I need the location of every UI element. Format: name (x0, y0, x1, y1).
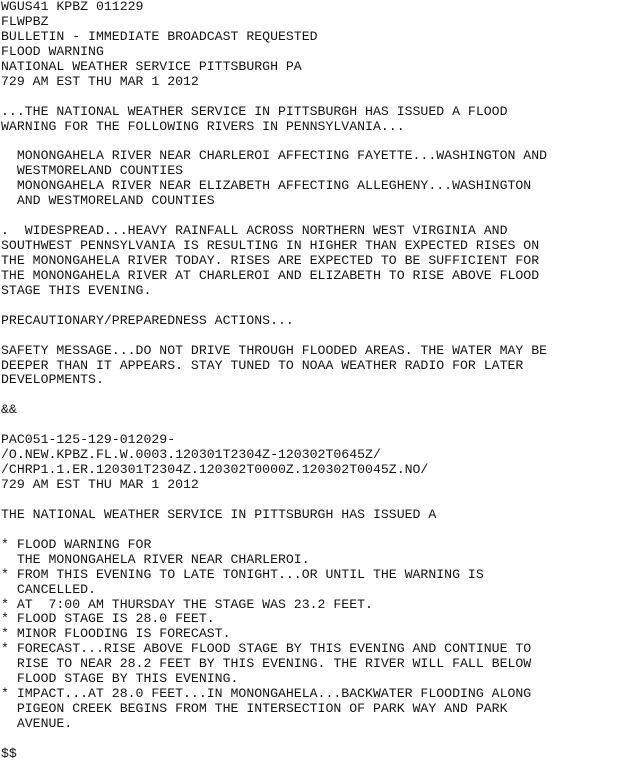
bulletin-line: $$ (1, 745, 17, 761)
bulletin-line: 729 AM EST THU MAR 1 2012 (1, 73, 199, 89)
bulletin-line: CANCELLED. (1, 581, 96, 597)
bulletin-line: WGUS41 KPBZ 011229 (1, 0, 144, 14)
bulletin-line: * MINOR FLOODING IS FORECAST. (1, 626, 231, 642)
bulletin-line (1, 732, 633, 747)
bulletin-line: && (1, 402, 17, 418)
bulletin-line: SAFETY MESSAGE...DO NOT DRIVE THROUGH FLOODED AREAS. THE WATER MAY BE (1, 342, 548, 358)
bulletin-line: STAGE THIS EVENING. (1, 282, 152, 298)
bulletin-line (1, 209, 633, 224)
bulletin-line: AND WESTMORELAND COUNTIES (1, 193, 215, 209)
bulletin-line: WESTMORELAND COUNTIES (1, 163, 184, 179)
bulletin-line: * FLOOD STAGE IS 28.0 FEET. (1, 611, 215, 627)
bulletin-line: THE NATIONAL WEATHER SERVICE IN PITTSBURGH HAS ISSUED A (1, 506, 437, 522)
bulletin-line: NATIONAL WEATHER SERVICE PITTSBURGH PA (1, 58, 302, 74)
bulletin-line: * FORECAST...RISE ABOVE FLOOD STAGE BY THIS EVENING AND CONTINUE TO (1, 641, 532, 657)
bulletin-line: THE MONONGAHELA RIVER AT CHARLEROI AND ELIZABETH TO RISE ABOVE FLOOD (1, 267, 540, 283)
bulletin-line (1, 90, 633, 105)
bulletin-line: /O.NEW.KPBZ.FL.W.0003.120301T2304Z-120302T0645Z/ (1, 447, 381, 463)
bulletin-line: . WIDESPREAD...HEAVY RAINFALL ACROSS NORTHERN WEST VIRGINIA AND (1, 223, 508, 239)
bulletin-line (1, 523, 633, 538)
bulletin-line: THE MONONGAHELA RIVER NEAR CHARLEROI. (1, 551, 310, 567)
bulletin-line (1, 418, 633, 433)
bulletin-line: RISE TO NEAR 28.2 FEET BY THIS EVENING. THE RIVER WILL FALL BELOW (1, 656, 532, 672)
bulletin-line (1, 388, 633, 403)
bulletin-line: 729 AM EST THU MAR 1 2012 (1, 477, 199, 492)
bulletin-line: BULLETIN - IMMEDIATE BROADCAST REQUESTED (1, 28, 318, 44)
bulletin-line: ...THE NATIONAL WEATHER SERVICE IN PITTSBURGH HAS ISSUED A FLOOD (1, 103, 508, 119)
bulletin-line: AVENUE. (1, 716, 73, 731)
bulletin-line: DEEPER THAN IT APPEARS. STAY TUNED TO NOAA WEATHER RADIO FOR LATER (1, 357, 524, 373)
bulletin-line: * FLOOD WARNING FOR (1, 536, 152, 552)
bulletin-line: * IMPACT...AT 28.0 FEET...IN MONONGAHELA...BACKWATER FLOODING ALONG (1, 686, 532, 702)
bulletin-line: WARNING FOR THE FOLLOWING RIVERS IN PENNSYLVANIA... (1, 118, 405, 134)
bulletin-line: MONONGAHELA RIVER NEAR CHARLEROI AFFECTING FAYETTE...WASHINGTON AND (1, 148, 548, 164)
bulletin-line: FLWPBZ (1, 13, 49, 29)
bulletin-line (1, 134, 633, 149)
bulletin-line: * FROM THIS EVENING TO LATE TONIGHT...OR UNTIL THE WARNING IS (1, 566, 484, 582)
bulletin-line: SOUTHWEST PENNSYLVANIA IS RESULTING IN HIGHER THAN EXPECTED RISES ON (1, 238, 540, 253)
bulletin-line: /CHRP1.1.ER.120301T2304Z.120302T0000Z.120302T0045Z.NO/ (1, 462, 429, 478)
bulletin-line: FLOOD WARNING (1, 43, 104, 59)
bulletin-line: * AT 7:00 AM THURSDAY THE STAGE WAS 23.2 FEET. (1, 596, 373, 612)
bulletin-line: PRECAUTIONARY/PREPAREDNESS ACTIONS... (1, 312, 294, 328)
bulletin-line (1, 299, 633, 314)
bulletin-line (1, 493, 633, 508)
bulletin-line: MONONGAHELA RIVER NEAR ELIZABETH AFFECTING ALLEGHENY...WASHINGTON (1, 178, 532, 194)
bulletin-line: PIGEON CREEK BEGINS FROM THE INTERSECTION OF PARK WAY AND PARK (1, 701, 508, 717)
bulletin-line (1, 329, 633, 344)
bulletin-line: FLOOD STAGE BY THIS EVENING. (1, 671, 239, 687)
bulletin-line: DEVELOPMENTS. (1, 372, 104, 388)
bulletin-line: THE MONONGAHELA RIVER TODAY. RISES ARE EXPECTED TO BE SUFFICIENT FOR (1, 252, 540, 268)
bulletin-line: PAC051-125-129-012029- (1, 432, 176, 448)
